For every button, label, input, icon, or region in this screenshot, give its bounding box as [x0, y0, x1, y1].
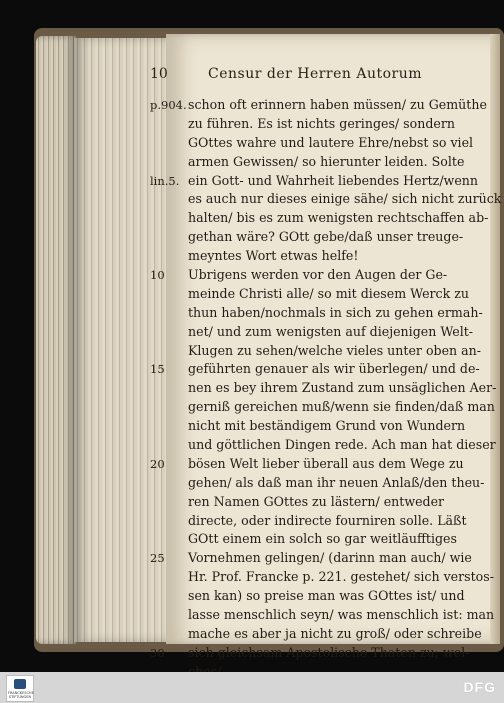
text-line: [150, 285, 495, 304]
line-text: gehen/ als daß man ihr neuen Anlaß/den theu-: [188, 474, 485, 490]
text-line: [150, 530, 495, 549]
line-text: thun haben/nochmals in sich zu gehen ermah-: [188, 304, 483, 320]
text-line: [150, 153, 495, 172]
margin-note: 25: [150, 551, 165, 566]
text-line: [150, 417, 495, 436]
line-text: GOttes wahre und lautere Ehre/nebst so viel: [188, 134, 474, 150]
line-text: sich gleichsam Apostolische Thaten zu; wel-: [188, 644, 470, 660]
line-text: sen kan) so preise man was GOttes ist/ und: [188, 588, 465, 604]
text-line: [150, 96, 495, 115]
line-text: net/ und zum wenigsten auf diejenigen Welt-: [188, 323, 474, 339]
line-text: lasse menschlich seyn/ was menschlich ist: man: [188, 607, 495, 623]
text-line: [150, 625, 495, 644]
logo-text: FRANCKESCHE STIFTUNGEN: [8, 691, 34, 699]
line-text: gerniß gereichen muß/wenn sie finden/daß man: [188, 399, 495, 415]
text-line: [150, 493, 495, 512]
margin-note: 10: [150, 268, 165, 283]
text-line: [150, 474, 495, 493]
text-line: [150, 228, 495, 247]
line-text: nicht mit beständigem Grund von Wundern: [188, 418, 466, 434]
funder-logo: DFG: [463, 679, 496, 695]
text-line: [150, 323, 495, 342]
text-line: [150, 644, 495, 663]
line-text: Klugen zu sehen/welche vieles unter oben an-: [188, 342, 482, 358]
page-text: [150, 96, 502, 682]
text-line: [150, 115, 495, 134]
line-text: meyntes Wort etwas helfe!: [188, 248, 359, 264]
text-line: [150, 568, 495, 587]
margin-note: p.904.: [150, 98, 187, 112]
text-line: [150, 247, 495, 266]
text-line: [150, 512, 495, 531]
line-text: halten/ bis es zum wenigsten rechtschaffen ab-: [188, 210, 489, 226]
line-text: ren Namen GOttes zu lästern/ entweder: [188, 493, 445, 509]
page-header: [150, 66, 490, 88]
line-text: zu führen. Es ist nichts geringes/ sondern: [188, 115, 455, 131]
text-line: [150, 209, 495, 228]
text-line: [150, 360, 495, 379]
text-line: [150, 304, 495, 323]
line-text: directe, oder indirecte fourniren solle. Läßt: [188, 512, 467, 528]
line-text: armen Gewissen/ so hierunter leiden. Solte: [188, 153, 465, 169]
text-line: [150, 587, 495, 606]
text-line: [150, 606, 495, 625]
page-fore-edge: [36, 36, 76, 644]
viewer-footer: [0, 672, 504, 703]
line-text: GOtt einem ein solch so gar weitläufftiges: [188, 531, 457, 547]
text-line: [150, 436, 495, 455]
text-line: [150, 190, 502, 209]
text-line: [150, 455, 495, 474]
text-line: [150, 342, 495, 361]
line-text: mache es aber ja nicht zu groß/ oder schreibe: [188, 625, 482, 641]
margin-note: lin.5.: [150, 173, 180, 188]
margin-note: 20: [150, 456, 165, 471]
line-text: Ubrigens werden vor den Augen der Ge-: [188, 267, 448, 283]
line-text: und göttlichen Dingen rede. Ach man hat dieser: [188, 437, 496, 453]
line-text: es auch nur dieses einige sähe/ sich nicht zurück: [188, 191, 502, 207]
text-line: [150, 172, 495, 191]
line-text: Hr. Prof. Francke p. 221. gestehet/ sich verstos-: [188, 569, 494, 585]
line-text: geführten genauer als wir überlegen/ und de-: [188, 361, 480, 377]
text-line: [150, 379, 495, 398]
line-text: ein Gott- und Wahrheit liebendes Hertz/wenn: [188, 172, 479, 188]
text-line: [150, 134, 495, 153]
margin-note: 15: [150, 362, 165, 377]
page-number: 10: [150, 66, 168, 82]
institution-logo: [6, 675, 34, 702]
line-text: Vornehmen gelingen/ (darinn man auch/ wie: [188, 550, 472, 566]
running-title: Censur der Herren Autorum: [208, 66, 423, 82]
text-line: [150, 398, 495, 417]
text-line: [150, 549, 495, 568]
line-text: meinde Christi alle/ so mit diesem Werck zu: [188, 285, 469, 301]
line-text: bösen Welt lieber überall aus dem Wege zu: [188, 455, 464, 471]
line-text: nen es bey ihrem Zustand zum unsäglichen Aer-: [188, 380, 497, 396]
margin-note: 30: [150, 645, 165, 660]
line-text: schon oft erinnern haben müssen/ zu Gemüthe: [188, 97, 487, 112]
logo-mark-icon: [14, 679, 26, 689]
text-line: [150, 266, 495, 285]
line-text: gethan wäre? GOtt gebe/daß unser treuge-: [188, 229, 464, 245]
